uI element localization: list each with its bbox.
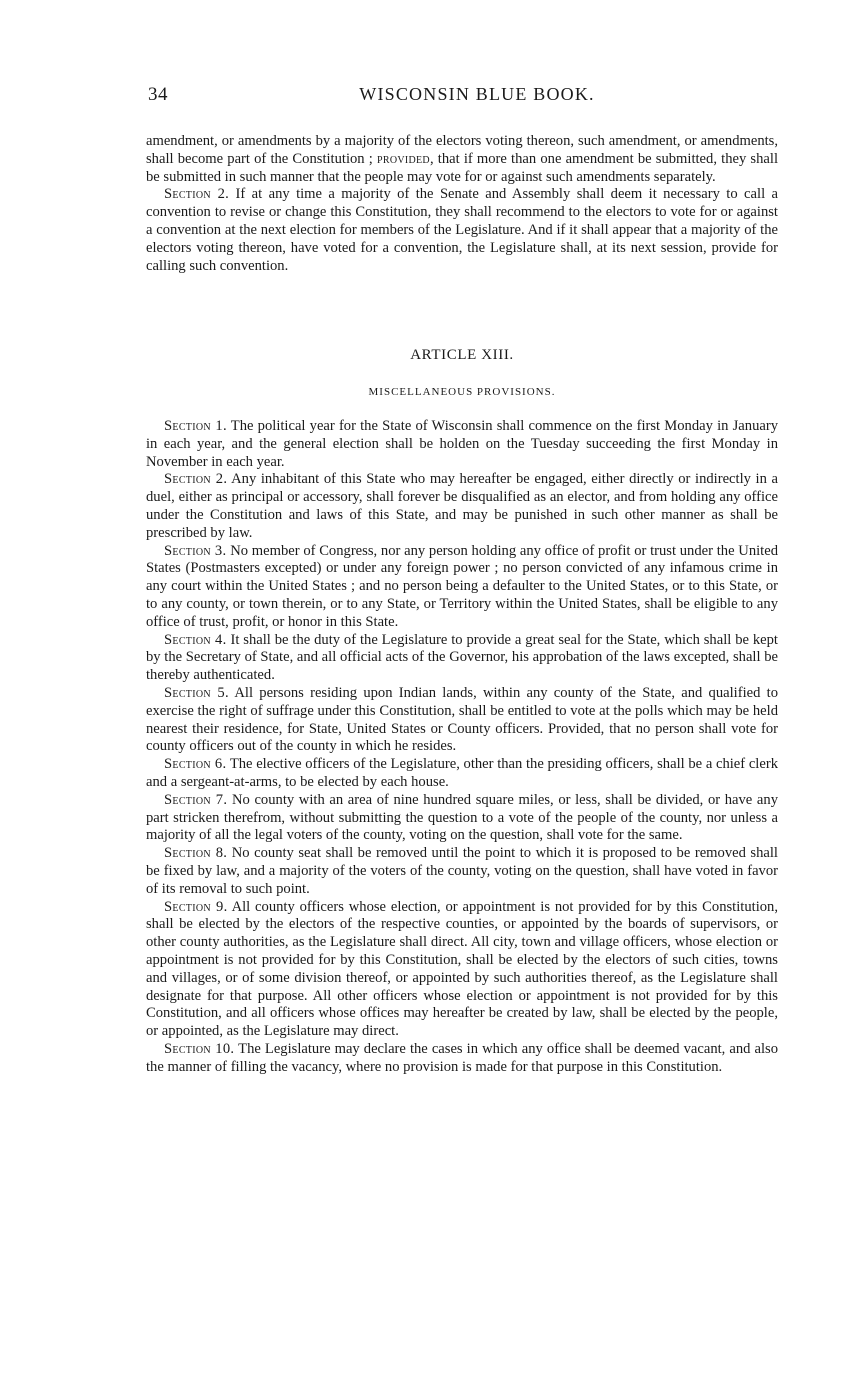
section-label: Section 2. [164,186,230,203]
running-header [148,84,778,110]
section-text: No county with an area of nine hundred square miles, or less, shall be divided, or have any part stricken therefrom, without submitting the question to a vote of the people of the county, nor unless a majority of all the legal voters of the county, voting on the question, shall vote for the same. [146,791,778,844]
section-paragraph [146,418,778,471]
section-text: It shall be the duty of the Legislature to provide a great seal for the State, which shall be kept by the Secretary of State, and all official acts of the Governor, his approbation of the laws excepted, shall be thereby authenticated. [146,631,778,684]
section-paragraph [146,1041,778,1077]
section-paragraph [146,186,778,275]
section-paragraph [146,543,778,632]
section-text: The Legislature may declare the cases in which any office shall be deemed vacant, and also the manner of filling the vacancy, where no provision is made for that purpose in this Constitution. [146,1040,778,1075]
page-number: 34 [148,84,168,105]
section-paragraph [146,756,778,792]
section-text: If at any time a majority of the Senate and Assembly shall deem it necessary to call a convention to revise or change this Constitution, they shall recommend to the electors to vote for or against a convention at the next election for members of the Legislature. And if it shall appear that a majority of the electors voting thereon, have voted for a convention, the Legislature shall, at its next session, provide for calling such convention. [146,186,779,274]
section-label: Section 3. [164,542,227,559]
section-text: All county officers whose election, or appointment is not provided for by this Constitution, shall be elected by the electors of the respective counties, or appointed by the boards of supervisors, or other county authorities, as the Legislature shall direct. All city, town and village officers, whose election or appointment is not provided for by this Constitution, shall be elected by the electors of such cities, towns and villages, or of some division thereof, or appointed by such authorities thereof, as the Legislature shall designate for that purpose. All other officers whose election or appointment is not provided for by this Constitution, and all officers whose offices may hereafter be created by law, shall be elected by the people, or appointed, as the Legislature may direct. [146,898,778,1040]
section-text: Any inhabitant of this State who may hereafter be engaged, either directly or indirectly in a duel, either as principal or accessory, shall forever be disqualified as an elector, and from holding any office under the Constitution and laws of this State, and may be punished in such other manner as shall be prescribed by law. [146,471,778,541]
section-text: All persons residing upon Indian lands, within any county of the State, and qualified to exercise the right of suffrage under this Constitution, shall be entitled to vote at the polls which may be held nearest their residence, for State, United States or County officers. Provided, that no person shall vote for county officers out of the county in which he resides. [146,684,779,755]
continued-paragraph [146,133,778,186]
section-text: The political year for the State of Wisconsin shall commence on the first Monday in January in each year, and the general election shall be holden on the Tuesday succeeding the first Monday in November in each year. [146,418,778,470]
section-label: Section 5. [164,684,229,701]
section-paragraph [146,792,778,845]
section-label: Section 8. [164,845,228,862]
section-paragraph [146,845,778,898]
section-label: Section 9. [164,898,228,915]
section-label: Section 2. [164,471,228,488]
paragraph-text: , that if more than one amendment be submitted, they shall be submitted in such manner that the people may vote for or against such amendments separately. [146,150,778,185]
section-paragraph [146,632,778,685]
section-paragraph [146,685,778,756]
article-xiii-sections [146,418,778,1076]
provided-keyword: provided [377,150,430,167]
section-label: Section 4. [164,631,227,648]
section-text: The elective officers of the Legislature, other than the presiding officers, shall be a chief clerk and a sergeant-at-arms, to be elected by each house. [146,756,778,790]
section-label: Section 7. [164,791,228,808]
section-label: Section 6. [164,756,227,773]
section-paragraph [146,899,778,1041]
book-title: WISCONSIN BLUE BOOK. [359,84,595,104]
paragraph-text: amendment, or amendments by a majority of the electors voting thereon, such amendment, or amendments, shall become part of the Constitution ; [146,133,778,167]
article-subheading: MISCELLANEOUS PROVISIONS. [368,386,556,398]
section-text: No county seat shall be removed until the point to which it is proposed to be removed shall be fixed by law, and a majority of the voters of the county, voting on the question, shall have voted in favor of its removal to such point. [146,845,778,897]
section-text: No member of Congress, nor any person holding any office of profit or trust under the United States (Postmasters excepted) or under any foreign power ; no person convicted of any infamous crime in any court within the United States ; and no person being a defaulter to the United States, or to this State, or to any county, or town therein, or to any State, or Territory within the United States, shall be eligible to any office of trust, profit, or honor in this State. [146,542,779,630]
article-xii-continuation [146,133,778,275]
section-label: Section 10. [164,1040,235,1057]
section-paragraph [146,471,778,542]
article-heading: ARTICLE XIII. [410,347,514,363]
section-label: Section 1. [164,418,227,434]
